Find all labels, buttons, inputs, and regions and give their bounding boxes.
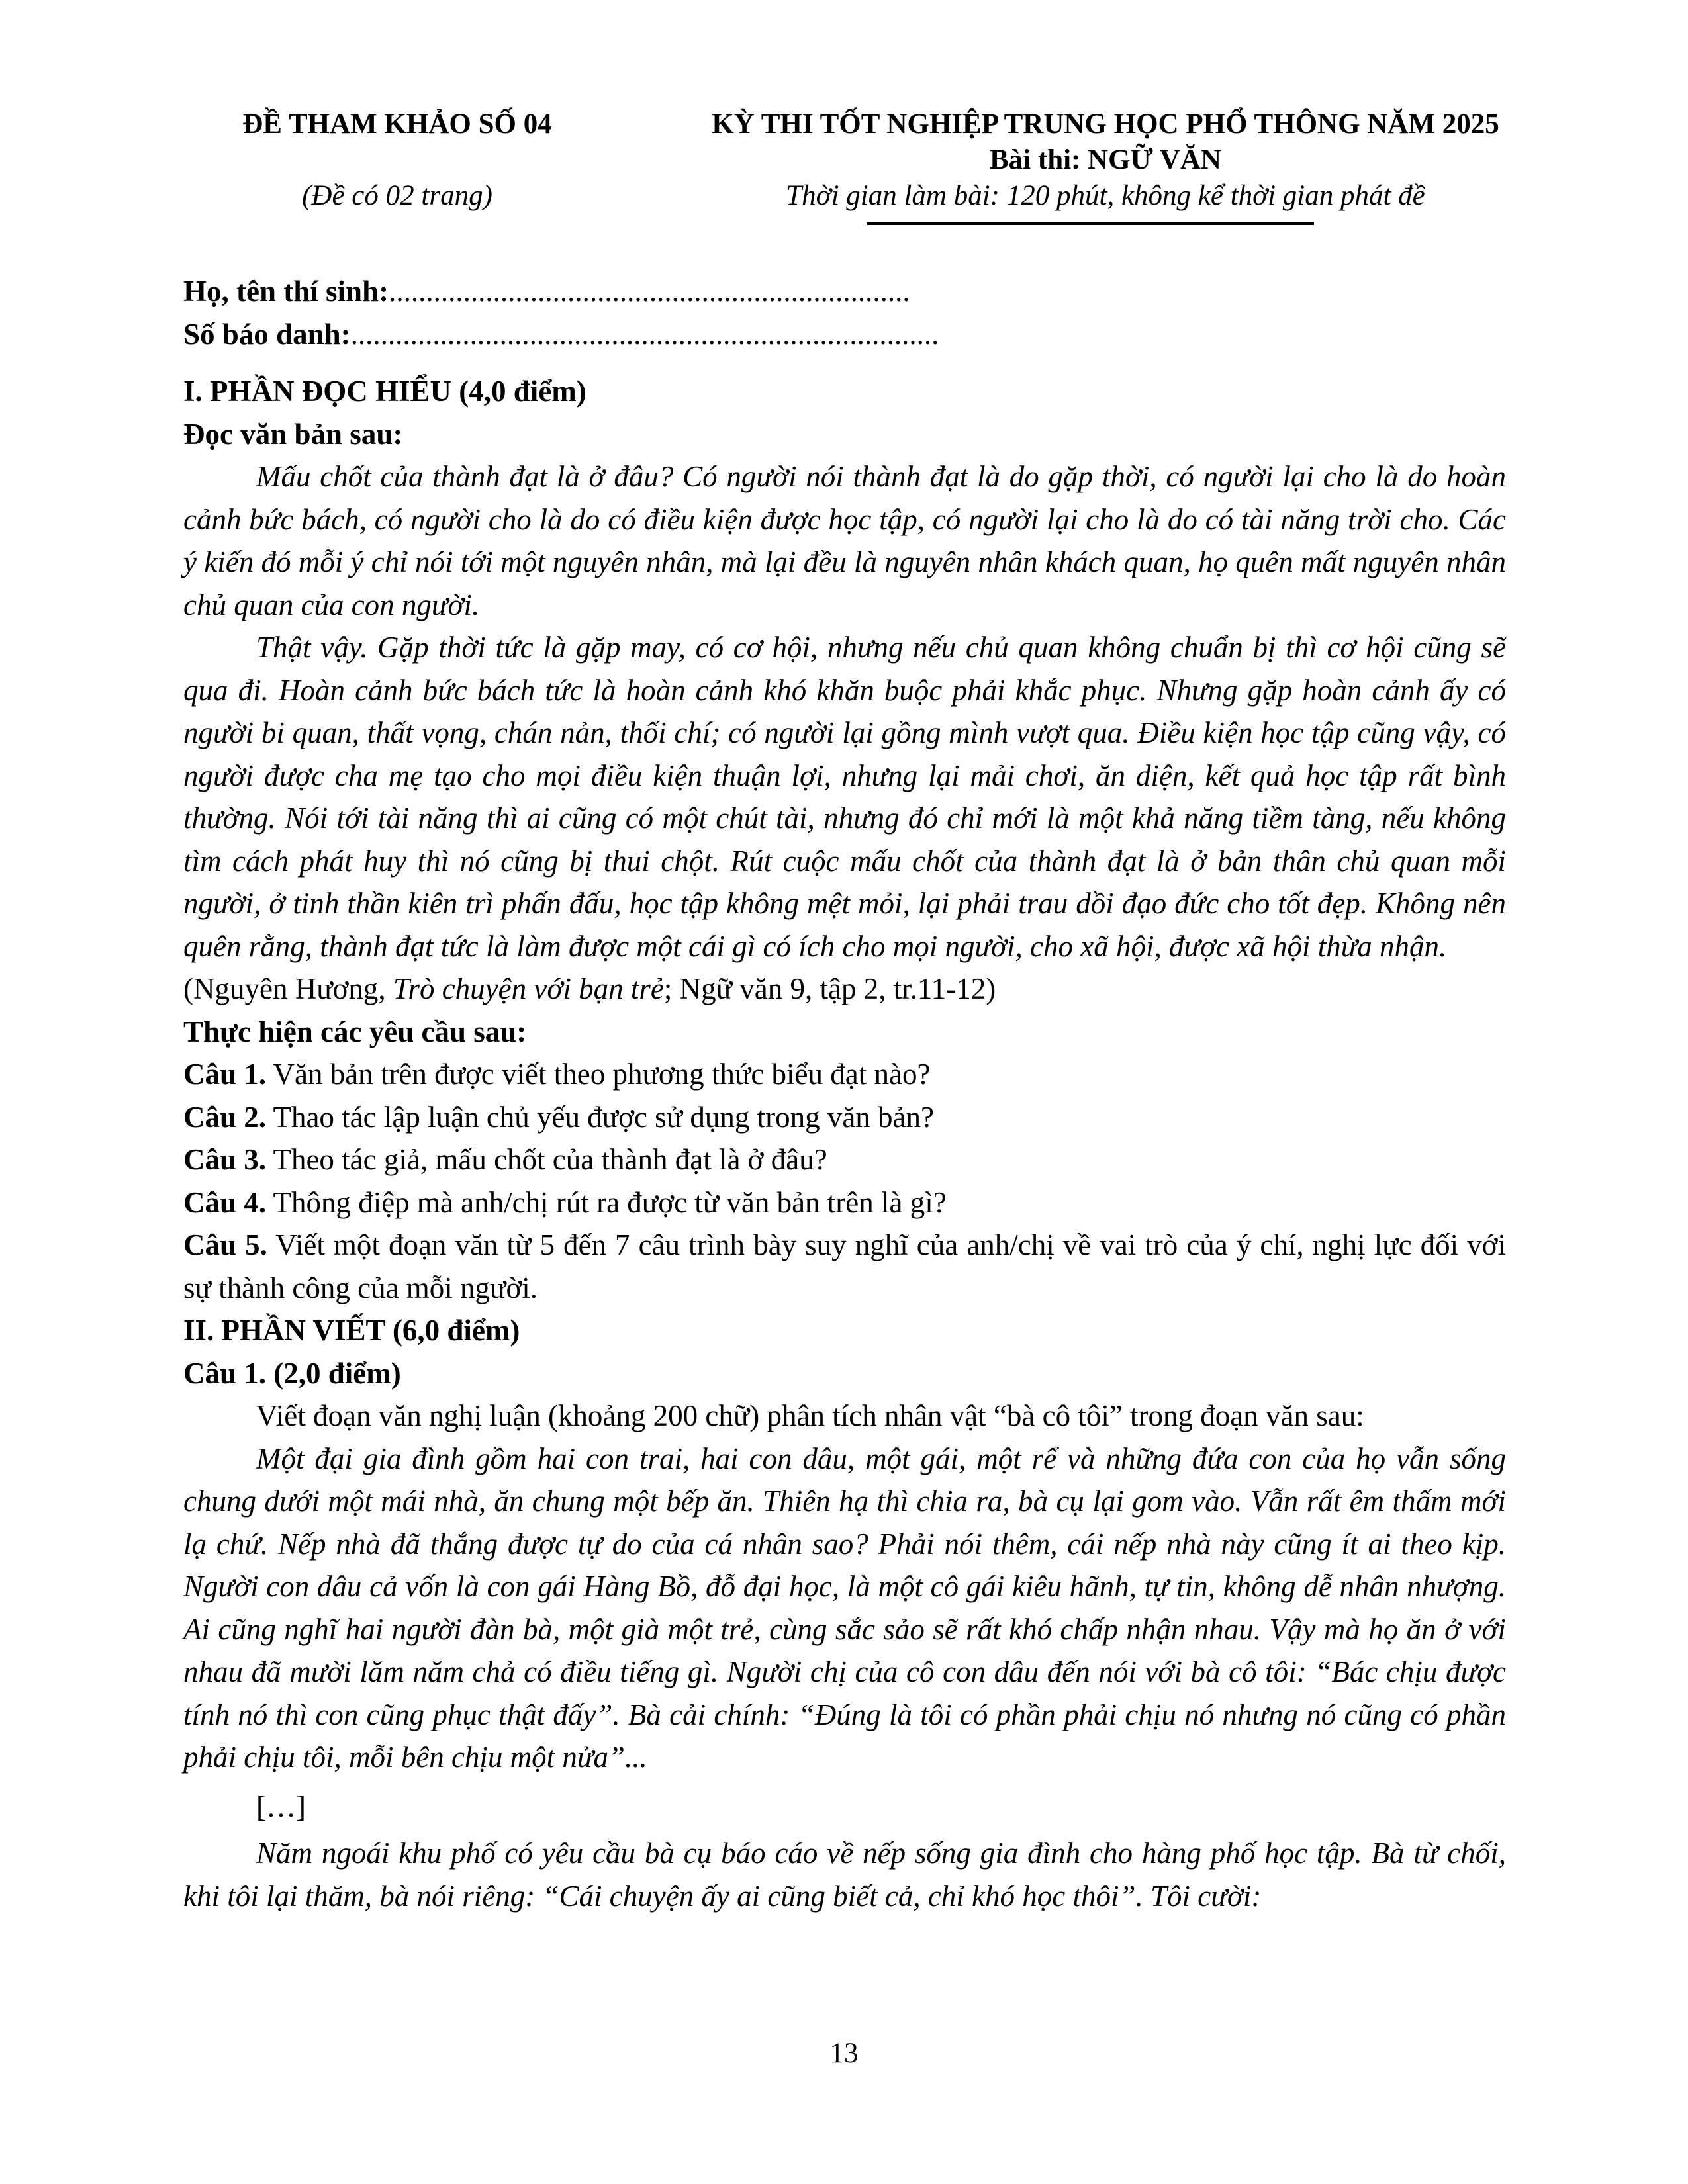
reading-source: [183, 968, 1506, 1011]
question-text: Thao tác lập luận chủ yếu được sử dụng trong văn bản?: [266, 1100, 934, 1134]
exam-title: KỲ THI TỐT NGHIỆP TRUNG HỌC PHỔ THÔNG NĂM 2025: [712, 109, 1499, 140]
header-rule: [867, 222, 1314, 225]
candidate-id-dots: ...............................................................................: [350, 317, 939, 351]
question-4: [183, 1181, 1506, 1224]
exam-body: [183, 270, 1506, 1917]
part2-question-1-prompt: Viết đoạn văn nghị luận (khoảng 200 chữ) phân tích nhân vật “bà cô tôi” trong đoạn văn sau:: [256, 1399, 1364, 1432]
question-label: Câu 3.: [183, 1143, 267, 1176]
question-5: [183, 1224, 1506, 1309]
question-text: Viết một đoạn văn từ 5 đến 7 câu trình bày suy nghĩ của anh/chị về vai trò của ý chí, nghị lực đối với sự thành công của mỗi người.: [183, 1228, 1506, 1304]
question-text: Theo tác giả, mấu chốt của thành đạt là ở đâu?: [266, 1143, 827, 1176]
candidate-name-dots: ......................................................................: [389, 275, 910, 308]
part2-question-1-heading: Câu 1. (2,0 điểm): [183, 1356, 401, 1390]
exam-time: Thời gian làm bài: 120 phút, không kể thời gian phát đề: [786, 180, 1425, 211]
excerpt-paragraph-1: Một đại gia đình gồm hai con trai, hai con dâu, một gái, một rể và những đứa con của họ vẫn sống chung dưới một mái nhà, ăn chung một bếp ăn. Thiên hạ thì chia ra, bà cụ lại gom vào. Vẫn rất êm thấm mới lạ chứ. Nếp nhà đã thắng được tự do của cá nhân sao? Phải nói thêm, cái nếp nhà này cũng ít ai theo kịp. Người con dâu cả vốn là con gái Hàng Bồ, đỗ đại học, là một cô gái kiêu hãnh, tự tin, không dễ nhân nhượng. Ai cũng nghĩ hai người đàn bà, một già một trẻ, cùng sắc sảo sẽ rất khó chấp nhận nhau. Vậy mà họ ăn ở với nhau đã mười lăm năm chả có điều tiếng gì. Người chị của cô con dâu đến nói với bà cô tôi: “Bác chịu được tính nó thì con cũng phục thật đấy”. Bà cải chính: “Đúng là tôi có phần phải chịu nó nhưng nó cũng có phần phải chịu tôi, mỗi bên chịu một nửa”...: [183, 1441, 1506, 1774]
question-label: Câu 5.: [183, 1228, 267, 1261]
read-label: Đọc văn bản sau:: [183, 417, 403, 451]
question-text: Thông điệp mà anh/chị rút ra được từ văn bản trên là gì?: [266, 1185, 947, 1219]
page-number: 13: [829, 2038, 859, 2069]
part1-heading: I. PHẦN ĐỌC HIỂU (4,0 điểm): [183, 375, 586, 408]
candidate-id-label: Số báo danh:: [183, 317, 351, 351]
reading-paragraph-2: Thật vậy. Gặp thời tức là gặp may, có cơ hội, nhưng nếu chủ quan không chuẩn bị thì cơ hội cũng sẽ qua đi. Hoàn cảnh bức bách tức là hoàn cảnh khó khăn buộc phải khắc phục. Nhưng gặp hoàn cảnh ấy có người bi quan, thất vọng, chán nản, thối chí; có người lại gồng mình vượt qua. Điều kiện học tập cũng vậy, có người được cha mẹ tạo cho mọi điều kiện thuận lợi, nhưng lại mải chơi, ăn diện, kết quả học tập rất bình thường. Nói tới tài năng thì ai cũng có một chút tài, nhưng đó chỉ mới là một khả năng tiềm tàng, nếu không tìm cách phát huy thì nó cũng bị thui chột. Rút cuộc mấu chốt của thành đạt là ở bản thân chủ quan mỗi người, ở tinh thần kiên trì phấn đấu, học tập không mệt mỏi, lại phải trau dồi đạo đức cho tốt đẹp. Không nên quên rằng, thành đạt tức là làm được một cái gì có ích cho mọi người, cho xã hội, được xã hội thừa nhận.: [183, 631, 1506, 963]
question-2: [183, 1096, 1506, 1139]
tasks-label: Thực hiện các yêu cầu sau:: [183, 1015, 527, 1048]
question-1: [183, 1053, 1506, 1096]
question-label: Câu 4.: [183, 1185, 267, 1219]
exam-subject: Bài thi: NGỮ VĂN: [990, 144, 1221, 175]
part2-heading: II. PHẦN VIẾT (6,0 điểm): [183, 1314, 520, 1347]
reading-paragraph-1: Mấu chốt của thành đạt là ở đâu? Có người nói thành đạt là do gặp thời, có người lại cho là do hoàn cảnh bức bách, có người cho là do có điều kiện được học tập, có người lại cho là do có tài năng trời cho. Các ý kiến đó mỗi ý chỉ nói tới một nguyên nhân, mà lại đều là nguyên nhân khách quan, họ quên mất nguyên nhân chủ quan của con người.: [183, 460, 1506, 621]
question-label: Câu 1.: [183, 1058, 267, 1091]
question-3: [183, 1138, 1506, 1181]
source-rest: ; Ngữ văn 9, tập 2, tr.11-12): [663, 972, 996, 1005]
question-text: Văn bản trên được viết theo phương thức biểu đạt nào?: [266, 1058, 931, 1091]
source-author: (Nguyên Hương,: [183, 972, 393, 1005]
exam-code: ĐỀ THAM KHẢO SỐ 04: [242, 109, 552, 140]
question-label: Câu 2.: [183, 1100, 267, 1134]
page-count-note: (Đề có 02 trang): [302, 180, 492, 211]
candidate-name-line: [183, 270, 1506, 313]
candidate-name-label: Họ, tên thí sinh:: [183, 275, 389, 308]
candidate-id-line: [183, 313, 1506, 356]
excerpt-ellipsis: […]: [256, 1790, 306, 1823]
source-title: Trò chuyện với bạn trẻ: [393, 972, 664, 1005]
excerpt-paragraph-2: Năm ngoái khu phố có yêu cầu bà cụ báo cáo về nếp sống gia đình cho hàng phố học tập. Bà từ chối, khi tôi lại thăm, bà nói riêng: “Cái chuyện ấy ai cũng biết cả, chỉ khó học thôi”. Tôi cười:: [183, 1837, 1506, 1913]
